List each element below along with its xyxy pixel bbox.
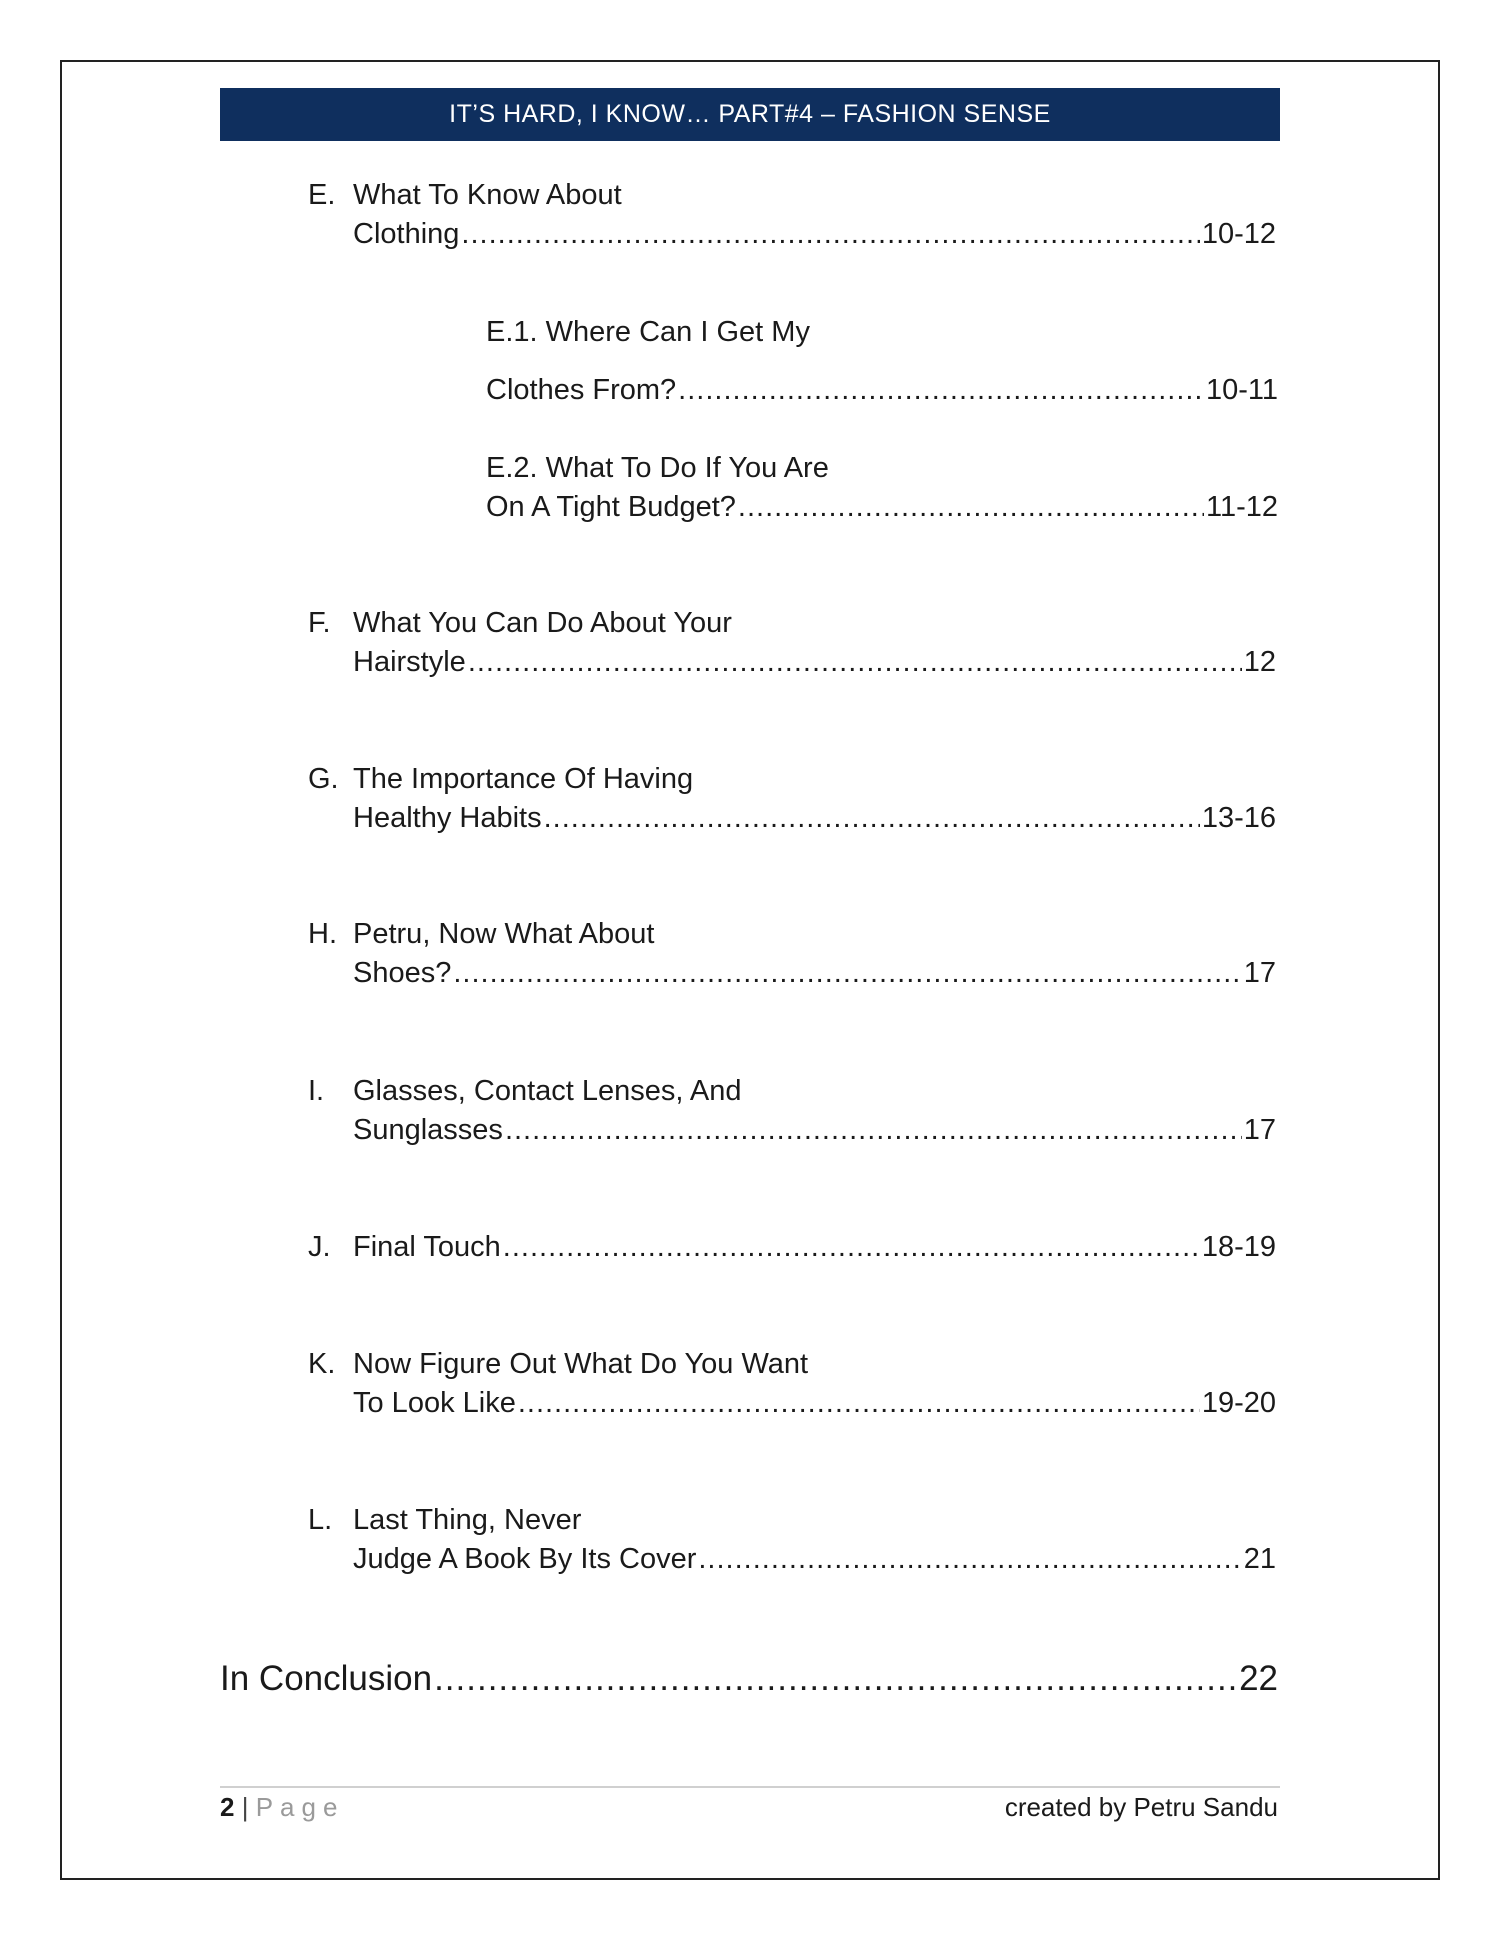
toc-title-line2: On A Tight Budget? xyxy=(486,491,736,523)
toc-page-number: 12 xyxy=(1243,646,1276,678)
dot-leader xyxy=(698,1540,1241,1579)
toc-title-line2: Clothing xyxy=(353,218,460,250)
toc-title-line2: Clothes From? xyxy=(486,374,677,406)
toc-page-number: 13-16 xyxy=(1201,802,1276,834)
dot-leader xyxy=(434,1655,1237,1703)
toc-letter: G. xyxy=(308,763,339,795)
toc-entry-h[interactable] xyxy=(308,915,1276,995)
toc-entry-i[interactable] xyxy=(308,1072,1276,1152)
toc-conclusion-label: In Conclusion xyxy=(220,1659,433,1698)
toc-entry-e1[interactable] xyxy=(486,313,1278,413)
toc-page-number: 17 xyxy=(1243,957,1276,989)
dot-leader xyxy=(518,1384,1200,1423)
footer-page-word: Page xyxy=(255,1792,345,1822)
toc-entry-conclusion[interactable] xyxy=(220,1655,1278,1705)
toc-title-line1: Last Thing, Never xyxy=(353,1504,582,1536)
toc-page-number: 21 xyxy=(1243,1543,1276,1575)
toc-page-number: 10-11 xyxy=(1205,374,1278,406)
dot-leader xyxy=(503,1228,1200,1267)
toc-title-line2: Healthy Habits xyxy=(353,802,542,834)
toc-title-line1: Now Figure Out What Do You Want xyxy=(353,1348,809,1380)
dot-leader xyxy=(453,954,1241,993)
toc-page-number: 19-20 xyxy=(1201,1387,1276,1419)
dot-leader xyxy=(461,215,1199,254)
dot-leader xyxy=(544,799,1200,838)
dot-leader xyxy=(678,371,1204,410)
toc-entry-f[interactable] xyxy=(308,604,1276,684)
toc-title-line2: Shoes? xyxy=(353,957,452,989)
toc-title-line2: Sunglasses xyxy=(353,1114,503,1146)
toc-entry-e[interactable] xyxy=(308,176,1276,256)
toc-title-line1: Petru, Now What About xyxy=(353,918,655,950)
toc-entry-k[interactable] xyxy=(308,1345,1276,1425)
toc-title-line1: What You Can Do About Your xyxy=(353,607,732,639)
footer-separator: | xyxy=(241,1792,249,1822)
toc-letter: I. xyxy=(308,1075,325,1107)
dot-leader xyxy=(505,1111,1242,1150)
footer-rule xyxy=(220,1786,1280,1788)
toc-entry-l[interactable] xyxy=(308,1501,1276,1581)
toc-title-line1: What To Know About xyxy=(353,179,622,211)
toc-letter: J. xyxy=(308,1231,331,1263)
toc-letter: E. xyxy=(308,179,336,211)
footer-page-info xyxy=(220,1792,344,1823)
toc-page-number: 11-12 xyxy=(1205,491,1278,523)
toc-title-line2: Final Touch xyxy=(353,1231,501,1263)
header-bar xyxy=(220,88,1280,141)
toc-page-number: 17 xyxy=(1243,1114,1276,1146)
dot-leader xyxy=(468,643,1242,682)
toc-title-line1: Glasses, Contact Lenses, And xyxy=(353,1075,742,1107)
toc-title-line2: Hairstyle xyxy=(353,646,466,678)
footer-page-number: 2 xyxy=(220,1792,235,1822)
toc-page-number: 18-19 xyxy=(1201,1231,1276,1263)
toc-letter: K. xyxy=(308,1348,336,1380)
toc-title-line1: E.1. Where Can I Get My xyxy=(486,316,810,348)
header-title: IT’S HARD, I KNOW… PART#4 – FASHION SENSE xyxy=(449,100,1051,128)
toc-entry-e2[interactable] xyxy=(486,449,1278,549)
dot-leader xyxy=(738,488,1204,527)
toc-letter: H. xyxy=(308,918,337,950)
toc-entry-g[interactable] xyxy=(308,760,1276,840)
footer-credit: created by Petru Sandu xyxy=(1004,1792,1278,1822)
toc-title-line1: E.2. What To Do If You Are xyxy=(486,452,829,484)
toc-title-line1: The Importance Of Having xyxy=(353,763,694,795)
toc-title-line2: Judge A Book By Its Cover xyxy=(353,1543,697,1575)
toc-entry-j[interactable] xyxy=(308,1228,1276,1268)
toc-letter: L. xyxy=(308,1504,333,1536)
toc-title-line2: To Look Like xyxy=(353,1387,516,1419)
toc-page-number: 22 xyxy=(1239,1659,1278,1698)
toc-page-number: 10-12 xyxy=(1201,218,1276,250)
toc-letter: F. xyxy=(308,607,331,639)
